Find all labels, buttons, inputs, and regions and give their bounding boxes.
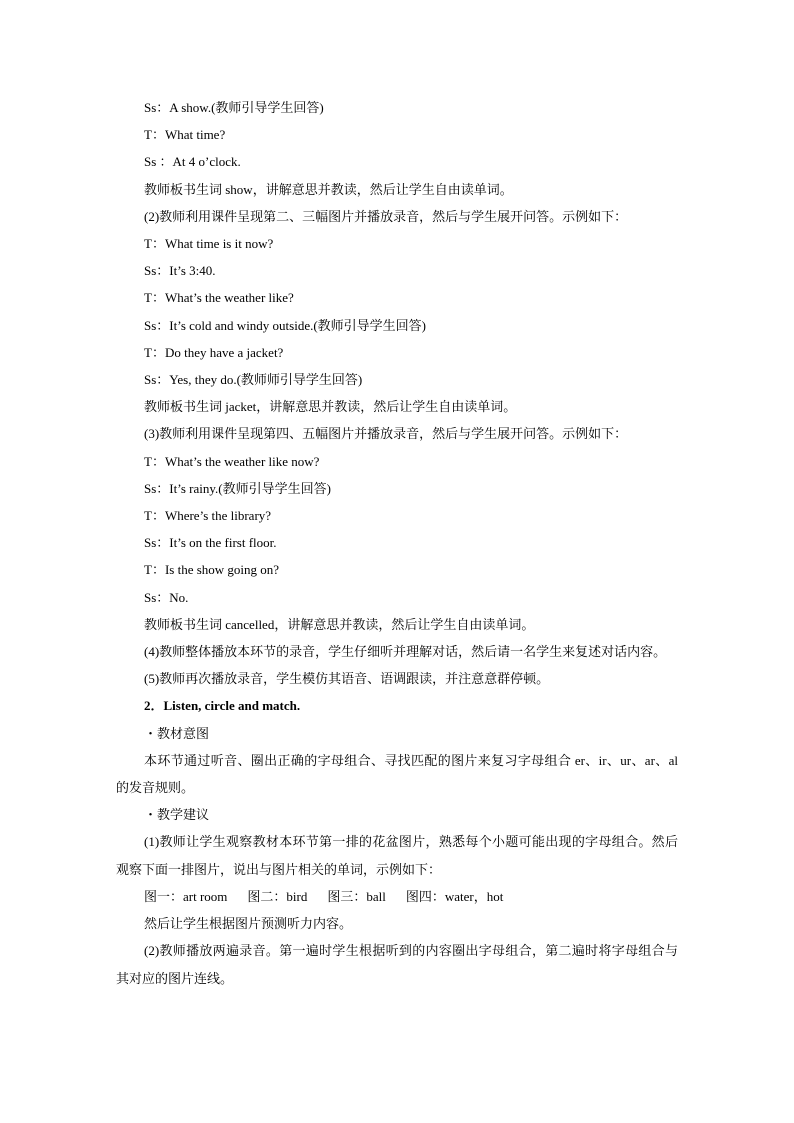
bullet-heading: ・教学建议 [144,807,210,823]
bullet-heading: ・教材意图 [144,725,210,741]
dialogue-line: Ss：A show.(教师引导学生回答) [144,100,324,115]
dialogue-line: T：Is the show going on? [144,562,280,578]
paragraph: (4)教师整体播放本环节的录音，学生仔细听并理解对话，然后请一名学生来复述对话内容。 [144,644,667,660]
paragraph: 然后让学生根据图片预测听力内容。 [144,916,353,932]
dialogue-line: T：What’s the weather like now? [144,453,320,469]
paragraph: (5)教师再次播放录音，学生模仿其语音、语调跟读，并注意意群停顿。 [144,671,550,687]
picture-item: 图四：water，hot [405,888,504,904]
dialogue-line: Ss：It’s on the first floor. [144,535,277,551]
dialogue-line: T：What time? [144,127,226,143]
dialogue-line: T：Where’s the library? [144,508,272,524]
dialogue-line: Ss：It’s rainy.(教师引导学生回答) [144,480,331,496]
dialogue-line: Ss：It’s 3:40. [144,263,216,279]
dialogue-line: Ss ：At 4 o’clock. [144,154,241,170]
instruction-line: 教师板书生词 jacket，讲解意思并教读，然后让学生自由读单词。 [144,399,517,415]
paragraph: (2)教师播放两遍录音。第一遍时学生根据听到的内容圈出字母组合，第二遍时将字母组合与其对应的图片连线。 [116,943,678,986]
picture-list [116,883,678,910]
dialogue-line: Ss：Yes, they do.(教师师引导学生回答) [144,372,363,388]
paragraph: (1)教师让学生观察教材本环节第一排的花盆图片，熟悉每个小题可能出现的字母组合。然后观察下面一排图片，说出与图片相关的单词，示例如下： [116,834,678,877]
instruction-line: 教师板书生词 cancelled，讲解意思并教读，然后让学生自由读单词。 [144,616,535,632]
document-body [116,94,678,992]
paragraph: 本环节通过听音、圈出正确的字母组合、寻找匹配的图片来复习字母组合 er、ir、ur、ar、al 的发音规则。 [116,752,678,796]
dialogue-line: T：What’s the weather like? [144,290,294,306]
section-heading: 2．Listen, circle and match. [144,698,301,714]
dialogue-line: Ss：No. [144,589,189,605]
instruction-line: 教师板书生词 show，讲解意思并教读，然后让学生自由读单词。 [144,181,513,197]
dialogue-line: T：What time is it now? [144,236,274,252]
picture-item: 图二：bird [247,888,308,904]
dialogue-line: T：Do they have a jacket? [144,344,284,360]
step-heading: (2)教师利用课件呈现第二、三幅图片并播放录音，然后与学生展开问答。示例如下： [144,208,628,224]
dialogue-line: Ss：It’s cold and windy outside.(教师引导学生回答) [144,317,427,333]
picture-item: 图一：art room [144,888,228,904]
step-heading: (3)教师利用课件呈现第四、五幅图片并播放录音，然后与学生展开问答。示例如下： [144,426,628,442]
picture-item: 图三：ball [327,888,386,904]
